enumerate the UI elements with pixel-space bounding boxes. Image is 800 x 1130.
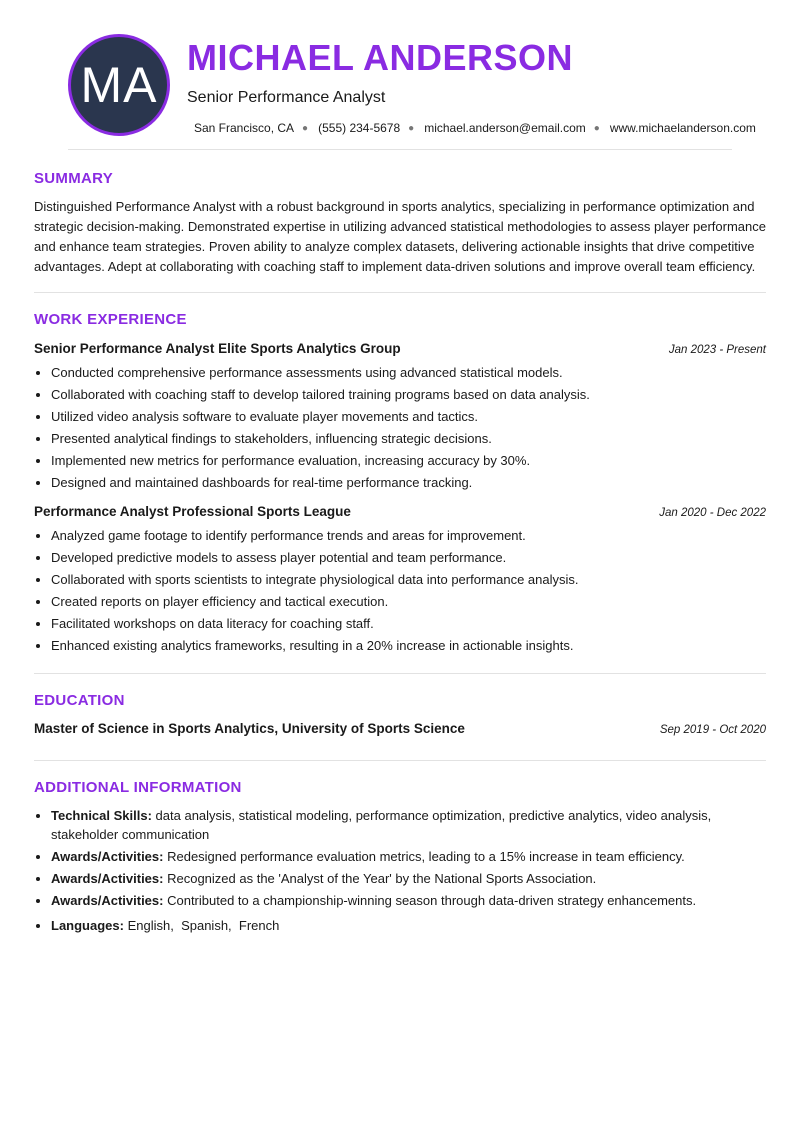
additional-list (34, 806, 766, 935)
education-heading: EDUCATION (34, 692, 125, 709)
additional-section (34, 761, 766, 935)
contact-email[interactable]: michael.anderson@email.com (424, 121, 586, 135)
list-item: • Collaborated with coaching staff to develop tailored training programs based on data analysis. (51, 384, 766, 406)
list-item (51, 869, 766, 888)
education-section (34, 674, 766, 761)
item-label: Awards/Activities: (51, 849, 164, 864)
list-item (51, 806, 766, 844)
item-text: Recognized as the 'Analyst of the Year' by the National Sports Association. (167, 871, 597, 886)
education-degree: Master of Science in Sports Analytics, University of Sports Science (34, 721, 465, 736)
education-date: Sep 2019 - Oct 2020 (659, 724, 766, 736)
resume-header (34, 0, 766, 150)
job-entry (34, 341, 766, 494)
item-label: Awards/Activities: (51, 871, 164, 886)
list-item: • Conducted comprehensive performance assessments using advanced statistical models. (51, 362, 766, 384)
additional-heading: ADDITIONAL INFORMATION (34, 779, 242, 796)
candidate-title: Senior Performance Analyst (187, 89, 386, 106)
contact-website[interactable]: www.michaelanderson.com (609, 121, 756, 135)
list-item: • Utilized video analysis software to evaluate player movements and tactics. (51, 406, 766, 428)
dot-separator-icon: ● (593, 122, 600, 134)
list-item (51, 891, 766, 910)
list-item: • Implemented new metrics for performance evaluation, increasing accuracy by 30%. (51, 450, 766, 472)
list-item: • Analyzed game footage to identify performance trends and areas for improvement. (51, 525, 766, 547)
job-title: Senior Performance Analyst Elite Sports Analytics Group (34, 341, 401, 356)
summary-text: Distinguished Performance Analyst with a robust background in sports analytics, specializing in performance optimization and strategic decision-making. Demonstrated expertise in utilizing advanced statistical methodologies to assess player performance and enhance team strategies. Proven ability to analyze complex datasets, delivering actionable insights that drive competitive advantages. Adept at collaborating with coaching staff to implement data-driven solutions and improve overall team efficiency. (34, 199, 766, 274)
list-item (51, 847, 766, 866)
item-label: Technical Skills: (51, 808, 152, 823)
item-label: Awards/Activities: (51, 893, 164, 908)
item-text: Contributed to a championship-winning season through data-driven strategy enhancements. (167, 893, 697, 908)
summary-heading: SUMMARY (34, 170, 114, 187)
summary-section (34, 150, 766, 293)
education-entry (34, 721, 766, 736)
job-date: Jan 2020 - Dec 2022 (659, 507, 766, 519)
contact-info (194, 121, 756, 135)
list-item: • Designed and maintained dashboards for real-time performance tracking. (51, 472, 766, 494)
list-item (51, 916, 766, 935)
job-entry (34, 504, 766, 657)
job-title: Performance Analyst Professional Sports League (34, 504, 351, 519)
dot-separator-icon: ● (302, 122, 309, 134)
candidate-name: MICHAEL ANDERSON (187, 37, 574, 78)
experience-section (34, 293, 766, 674)
avatar (68, 34, 170, 136)
list-item: • Collaborated with sports scientists to integrate physiological data into performance analysis. (51, 569, 766, 591)
experience-heading: WORK EXPERIENCE (34, 311, 187, 328)
item-text: Redesigned performance evaluation metrics, leading to a 15% increase in team efficiency. (167, 849, 685, 864)
contact-phone: (555) 234-5678 (318, 121, 401, 135)
job-bullets (34, 525, 766, 657)
job-bullets (34, 362, 766, 494)
list-item: • Enhanced existing analytics frameworks, resulting in a 20% increase in actionable insights. (51, 635, 766, 657)
job-date: Jan 2023 - Present (668, 344, 766, 356)
list-item: • Developed predictive models to assess player potential and team performance. (51, 547, 766, 569)
contact-location: San Francisco, CA (194, 121, 295, 135)
list-item: • Created reports on player efficiency and tactical execution. (51, 591, 766, 613)
item-label: Languages: (51, 918, 124, 933)
list-item: • Presented analytical findings to stakeholders, influencing strategic decisions. (51, 428, 766, 450)
dot-separator-icon: ● (408, 122, 415, 134)
list-item: • Facilitated workshops on data literacy for coaching staff. (51, 613, 766, 635)
item-text: data analysis, statistical modeling, performance optimization, predictive analytics, video analysis, stakeholder communication (51, 808, 712, 842)
item-text: English, Spanish, French (127, 918, 280, 933)
avatar-initials: MA (80, 57, 158, 113)
